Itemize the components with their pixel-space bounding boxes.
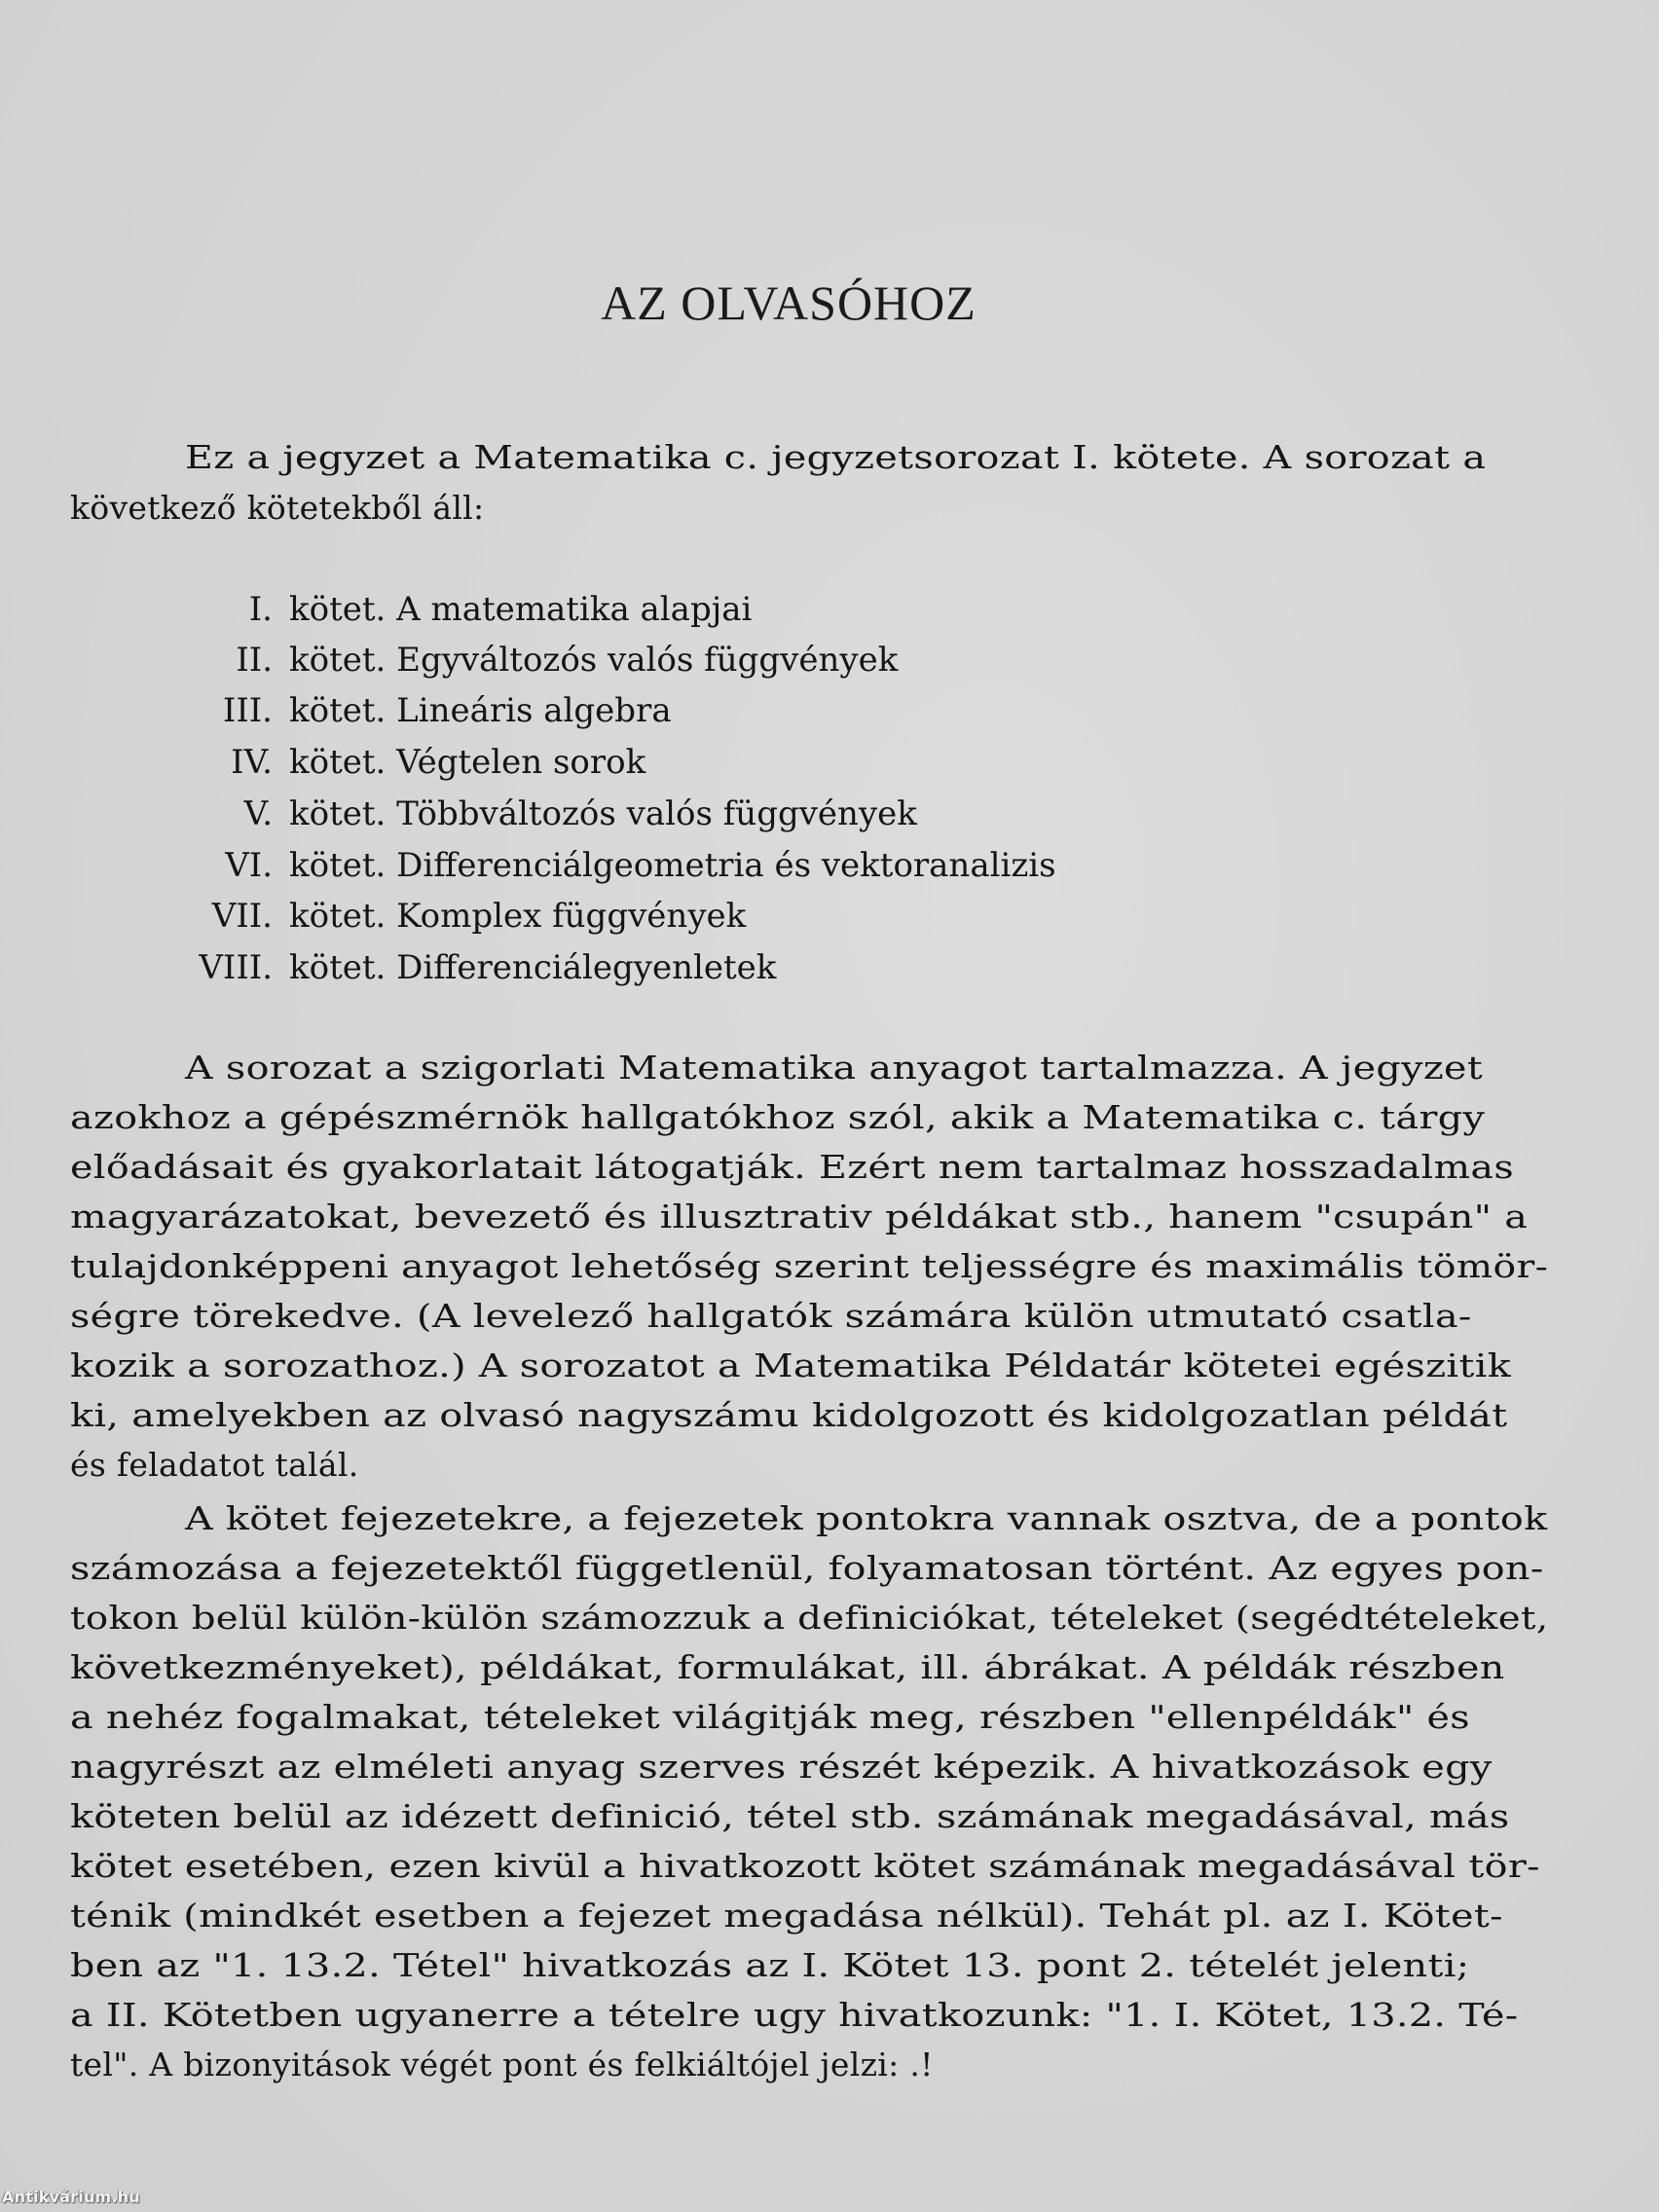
paragraph-line: nagyrészt az elméleti anyag szerves részét képezik. A hivatkozások egy (70, 1748, 1493, 1786)
volume-number: II. (236, 641, 273, 680)
volume-title: kötet. Végtelen sorok (289, 743, 646, 782)
paragraph-line: a nehéz fogalmakat, tételeket világitják meg, részben "ellenpéldák" és (70, 1698, 1470, 1736)
paragraph-line: A sorozat a szigorlati Matematika anyagot tartalmazza. A jegyzet (185, 1049, 1484, 1087)
paragraph-line: számozása a fejezetektől függetlenül, folyamatosan történt. Az egyes pon- (70, 1549, 1544, 1587)
intro-line: Ez a jegyzet a Matematika c. jegyzetsorozat I. kötete. A sorozat a (185, 438, 1487, 476)
paragraph-line: következményeket), példákat, formulákat, ill. ábrákat. A példák részben (70, 1648, 1505, 1686)
volume-number: IV. (231, 743, 273, 782)
paragraph-line: előadásait és gyakorlatait látogatják. Ezért nem tartalmaz hosszadalmas (70, 1148, 1515, 1186)
paragraph-line: a II. Kötetben ugyanerre a tételre ugy hivatkozunk: "1. I. Kötet, 13.2. Té- (70, 1996, 1519, 2034)
volume-number: III. (222, 691, 273, 730)
paragraph-line: kozik a sorozathoz.) A sorozatot a Matematika Példatár kötetei egészitik (70, 1346, 1512, 1384)
intro-line: következő kötetekből áll: (70, 489, 485, 527)
volume-number: I. (248, 590, 273, 629)
page-title: AZ OLVASÓHOZ (601, 276, 977, 330)
paragraph-line: tokon belül külön-külön számozzuk a definiciókat, tételeket (segédtételeket, (70, 1599, 1549, 1637)
paragraph-line: azokhoz a gépészmérnök hallgatókhoz szól, akik a Matematika c. tárgy (70, 1098, 1486, 1136)
volume-title: kötet. Lineáris algebra (289, 691, 672, 730)
paragraph-line: tulajdonképpeni anyagot lehetőség szerint teljességre és maximális tömör- (70, 1247, 1549, 1285)
paragraph-line: köteten belül az idézett definició, tétel stb. számának megadásával, más (70, 1797, 1510, 1835)
paragraph-line: kötet esetében, ezen kivül a hivatkozott kötet számának megadásával tör- (70, 1847, 1540, 1885)
volume-title: kötet. Differenciálgeometria és vektoranalizis (289, 846, 1056, 885)
watermark: Antikvárium.hu (2, 2188, 140, 2206)
volume-number: V. (243, 794, 273, 833)
volume-number: VI. (225, 846, 273, 885)
paragraph-line: ténik (mindkét esetben a fejezet megadása nélkül). Tehát pl. az I. Kötet- (70, 1897, 1503, 1935)
paragraph-line: ségre törekedve. (A levelező hallgatók számára külön utmutató csatla- (70, 1297, 1472, 1335)
volume-title: kötet. Differenciálegyenletek (289, 948, 777, 987)
volume-title: kötet. Komplex függvények (289, 897, 747, 936)
paragraph-line: és feladatot talál. (70, 1446, 359, 1484)
paragraph-line: tel". A bizonyitások végét pont és felkiáltójel jelzi: .! (70, 2046, 934, 2083)
volume-title: kötet. A matematika alapjai (289, 590, 753, 629)
volume-number: VIII. (199, 948, 273, 987)
volume-title: kötet. Egyváltozós valós függvények (289, 641, 899, 680)
paragraph-line: A kötet fejezetekre, a fejezetek pontokra vannak osztva, de a pontok (185, 1499, 1548, 1537)
volume-title: kötet. Többváltozós valós függvények (289, 794, 917, 833)
paragraph-line: ki, amelyekben az olvasó nagyszámu kidolgozott és kidolgozatlan példát (70, 1396, 1508, 1434)
volume-number: VII. (211, 897, 273, 936)
paragraph-line: magyarázatokat, bevezető és illusztrativ példákat stb., hanem "csupán" a (70, 1198, 1529, 1235)
paragraph-line: ben az "1. 13.2. Tétel" hivatkozás az I. Kötet 13. pont 2. tételét jelenti; (70, 1946, 1470, 1984)
